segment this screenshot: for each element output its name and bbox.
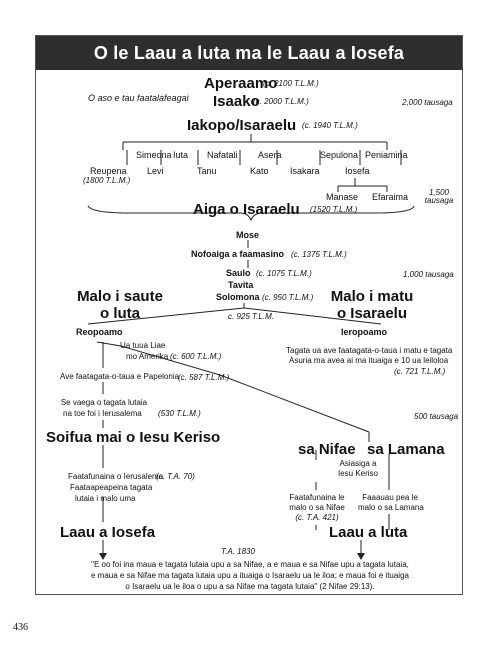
note-1000: 1,000 tausaga — [403, 270, 454, 279]
node-mose: Mose — [236, 230, 260, 240]
note-2000: 2,000 tausaga — [402, 98, 453, 107]
son-isakara: Isakara — [290, 166, 320, 176]
event-tagata-2: Asuria ma avea ai ma ituaiga e 10 ua leiloloa — [289, 356, 449, 365]
event-tuua-1: Ua tuua Liae — [120, 341, 166, 350]
son-nafatali: Nafatali — [207, 150, 238, 160]
node-manase: Manase — [326, 192, 359, 202]
date-tagata: (c. 721 T.L.M.) — [394, 367, 446, 376]
event-vaega-2: na toe foi i Ierusalema — [63, 409, 142, 418]
node-iakopo: Iakopo/Isaraelu — [187, 117, 297, 134]
event-faatafunaina-1: Faatafunaina o Ierusalema — [68, 472, 164, 481]
son-reupena: Reupena — [90, 166, 127, 176]
node-nofoaiga: Nofoaiga a faamasino — [191, 249, 285, 259]
node-aperaamo: Aperaamo — [204, 75, 278, 92]
son-simeona: Simeona — [136, 150, 172, 160]
quote-line-1: "E oo foi ina maua e tagata lutaia upu a sa Nifae, a e maua e sa Nifae upu a tagata lutaia, — [91, 560, 409, 569]
date-aperaamo: (c. 2100 T.L.M.) — [263, 79, 319, 88]
node-saulo: Saulo — [226, 268, 251, 278]
son-tanu: Tanu — [197, 166, 217, 176]
event-asiasiga-2: Iesu Keriso — [337, 469, 379, 478]
date-isaako: (c. 2000 T.L.M.) — [253, 97, 309, 106]
event-ave-left: Ave faatagata-o-taua e Papelonia — [60, 372, 180, 381]
event-lam-2: malo o sa Lamana — [358, 503, 424, 512]
quote-line-2: e maua e sa Nifae ma tagata lutaia upu a ituaiga o Isaraelu ua le iloa; e maua foi e ituaiga — [91, 571, 409, 580]
kingdom-south-2: o luta — [100, 305, 140, 322]
quote-line-3: o Isaraelu ua le iloa o upu a sa Nifae ma tagata lutaia" (2 Nifae 29:13). — [125, 582, 375, 591]
node-nifae: sa Nifae — [298, 441, 356, 458]
event-faatafunaina-2: Faataapeapeina tagata — [70, 483, 153, 492]
label-aso: O aso e tau faatalafeagai — [88, 93, 189, 103]
node-soifua: Soifua mai o Iesu Keriso — [46, 429, 221, 446]
son-kato: Kato — [250, 166, 269, 176]
page-title: O le Laau a luta ma le Laau a Iosefa — [36, 36, 462, 70]
date-faatafunaina: (c. T.A. 70) — [156, 472, 195, 481]
date-vaega: (530 T.L.M.) — [158, 409, 201, 418]
date-saulo: (c. 1075 T.L.M.) — [256, 269, 312, 278]
node-reopoamo: Reopoamo — [76, 327, 123, 337]
date-solomona: (c. 950 T.L.M.) — [262, 293, 314, 302]
node-aiga: Aiga o Isaraelu — [193, 201, 300, 218]
node-laau-iosefa: Laau a Iosefa — [60, 524, 156, 541]
date-aiga: (1520 T.L.M.) — [310, 205, 358, 214]
date-split: c. 925 T.L.M. — [228, 312, 274, 321]
son-iosefa: Iosefa — [345, 166, 370, 176]
son-iuta: Iuta — [173, 150, 189, 160]
node-ieropoamo: Ieropoamo — [341, 327, 388, 337]
event-faatafunaina-3: lutaia i malo uma — [75, 494, 136, 503]
date-tuua: (c. 600 T.L.M.) — [170, 352, 222, 361]
note-1500: 1,500 tausaga — [424, 188, 454, 206]
node-solomona: Solomona — [216, 292, 260, 302]
node-lamana: sa Lamana — [367, 441, 445, 458]
node-isaako: Isaako — [213, 93, 260, 110]
son-asera: Asera — [258, 150, 282, 160]
date-nofoaiga: (c. 1375 T.L.M.) — [291, 250, 347, 259]
event-nif-1: Faatafunaina le — [289, 493, 345, 502]
event-nif-2: malo o sa Nifae — [289, 503, 345, 512]
event-lam-1: Faaauau pea le — [362, 493, 418, 502]
date-reupena: (1800 T.L.M.) — [83, 176, 131, 185]
node-efaraima: Efaraima — [372, 192, 409, 202]
kingdom-north-2: o Isaraelu — [336, 305, 408, 322]
event-vaega-1: Se vaega o tagata lutaia — [60, 398, 148, 407]
son-sepulona: Sepulona — [320, 150, 359, 160]
kingdom-north-1: Malo i matu — [330, 288, 414, 305]
event-tuua-2: mo Amerika — [126, 352, 169, 361]
son-levi: Levi — [147, 166, 164, 176]
event-asiasiga-1: Asiasiga a — [339, 459, 377, 468]
node-laau-iuta: Laau a luta — [329, 524, 408, 541]
date-iakopo: (c. 1940 T.L.M.) — [302, 121, 358, 130]
date-1830: T.A. 1830 — [221, 547, 255, 556]
date-nif: (c. T.A. 421) — [295, 513, 339, 522]
node-tavita: Tavita — [228, 280, 254, 290]
note-500: 500 tausaga — [414, 412, 459, 421]
event-tagata-1: Tagata ua ave faatagata-o-taua i matu e tagata — [286, 346, 453, 355]
son-peniamina: Peniamina — [365, 150, 408, 160]
kingdom-south-1: Malo i saute — [77, 288, 163, 305]
date-ave-left: (c. 587 T.L.M.) — [178, 373, 230, 382]
page-number: 436 — [13, 622, 28, 633]
